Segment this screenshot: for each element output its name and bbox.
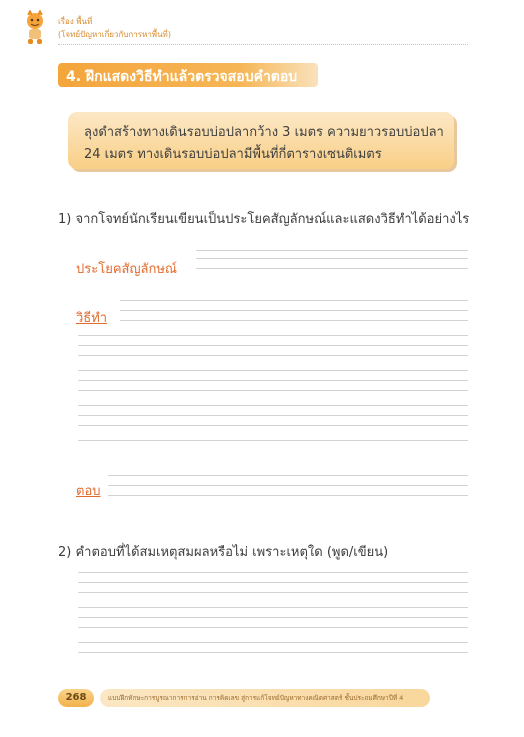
answer-line[interactable]	[78, 335, 468, 336]
answer-line[interactable]	[78, 355, 468, 356]
answer-line[interactable]	[196, 268, 468, 269]
answer-line[interactable]	[78, 627, 468, 628]
problem-box	[68, 112, 454, 169]
answer-line[interactable]	[108, 475, 468, 476]
answer-line[interactable]	[196, 258, 468, 259]
mascot-icon	[20, 10, 50, 46]
answer-line[interactable]	[120, 310, 468, 311]
question-2: 2) คำตอบที่ได้สมเหตุสมผลหรือไม่ เพราะเหตุใด (พูด/เขียน)	[58, 545, 389, 560]
page-number: 268	[65, 692, 87, 703]
footer-text: แบบฝึกทักษะการบูรณาการการอ่าน การคิดเลข สู่การแก้โจทย์ปัญหาทางคณิตศาสตร์ ชั้นประถมศึกษาปีที่ 4	[108, 694, 404, 702]
label-sentence: ประโยคสัญลักษณ์	[76, 262, 177, 277]
answer-line[interactable]	[108, 485, 468, 486]
answer-line[interactable]	[78, 652, 468, 653]
answer-line[interactable]	[78, 607, 468, 608]
answer-line[interactable]	[78, 592, 468, 593]
answer-line[interactable]	[78, 370, 468, 371]
answer-line[interactable]	[120, 320, 468, 321]
header-divider	[58, 44, 468, 45]
page-number-badge	[58, 689, 94, 707]
answer-line[interactable]	[78, 415, 468, 416]
answer-line[interactable]	[120, 300, 468, 301]
answer-line[interactable]	[78, 425, 468, 426]
answer-line[interactable]	[78, 440, 468, 441]
label-answer: ตอบ	[76, 484, 101, 499]
footer-bar	[100, 689, 430, 707]
section-heading	[58, 63, 318, 87]
answer-line[interactable]	[108, 495, 468, 496]
label-method: วิธีทำ	[76, 311, 108, 326]
answer-line[interactable]	[78, 380, 468, 381]
chapter-title: เรื่อง พื้นที่	[58, 17, 93, 26]
answer-line[interactable]	[78, 617, 468, 618]
answer-line[interactable]	[78, 642, 468, 643]
section-title: 4. ฝึกแสดงวิธีทำแล้วตรวจสอบคำตอบ	[66, 69, 298, 85]
answer-line[interactable]	[196, 250, 468, 251]
answer-line[interactable]	[78, 405, 468, 406]
answer-line[interactable]	[78, 582, 468, 583]
answer-line[interactable]	[78, 572, 468, 573]
question-1: 1) จากโจทย์นักเรียนเขียนเป็นประโยคสัญลักษณ์และแสดงวิธีทำได้อย่างไร	[58, 212, 470, 227]
problem-line-1: ลุงดำสร้างทางเดินรอบบ่อปลากว้าง 3 เมตร ความยาวรอบบ่อปลา	[84, 125, 444, 140]
answer-line[interactable]	[78, 345, 468, 346]
problem-line-2: 24 เมตร ทางเดินรอบบ่อปลามีพื้นที่กี่ตารางเซนติเมตร	[84, 147, 382, 162]
answer-line[interactable]	[78, 390, 468, 391]
chapter-subtitle: (โจทย์ปัญหาเกี่ยวกับการหาพื้นที่)	[58, 30, 171, 39]
